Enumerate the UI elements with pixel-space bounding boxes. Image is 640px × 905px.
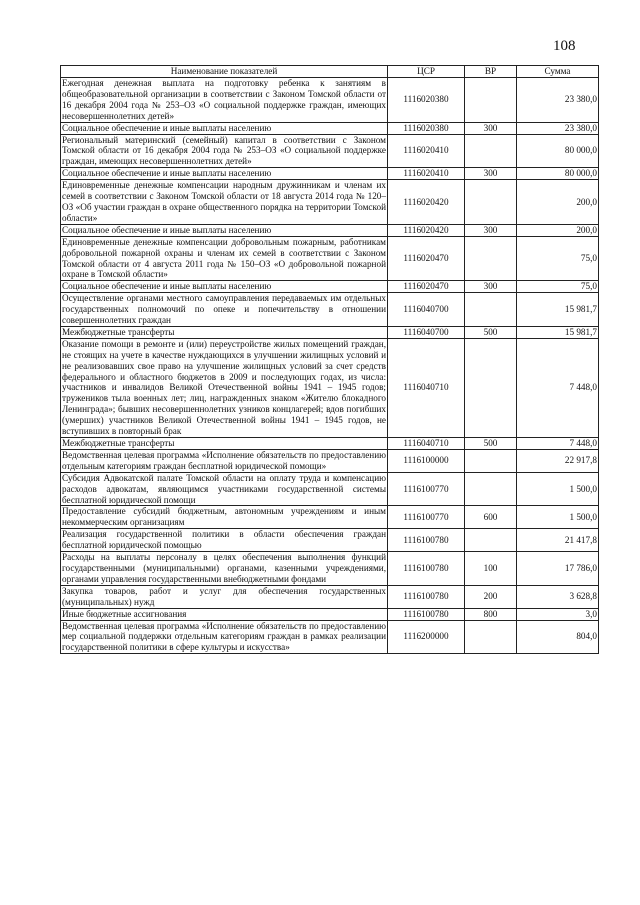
row-name: Ведомственная целевая программа «Исполнение обязательств по предоставлению отдельным категориям граждан бесплатной юридической помощи» [62, 449, 386, 471]
row-name: Региональный материнский (семейный) капитал в соответствии с Законом Томской области от 16 декабря 2004 года № 253–ОЗ «О социальной поддержке граждан, имеющих несовершеннолетних детей» [62, 134, 386, 167]
table-row [61, 122, 599, 134]
row-name: Ведомственная целевая программа «Исполнение обязательств по предоставлению мер социальной поддержки отдельным категориям граждан в рамках реализации государственной политики в сфере культуры и искусства» [62, 620, 386, 653]
row-vr [465, 78, 517, 123]
row-csr: 1116020420 [388, 224, 465, 236]
row-name: Реализация государственной политики в области обеспечения граждан бесплатной юридической помощью [62, 529, 386, 551]
row-vr [465, 338, 517, 437]
budget-table [60, 65, 599, 654]
row-sum: 15 981,7 [517, 293, 599, 327]
row-name: Социальное обеспечение и иные выплаты населению [61, 224, 388, 236]
row-csr: 1116020380 [388, 78, 465, 123]
row-name: Закупка товаров, работ и услуг для обеспечения государственных (муниципальных) нужд [62, 585, 386, 607]
row-vr [465, 472, 517, 506]
row-name: Осуществление органами местного самоуправления передаваемых им отдельных государственных полномочий по опеке и попечительству в отношении совершеннолетних граждан [62, 293, 386, 326]
table-row [61, 472, 599, 506]
row-name: Социальное обеспечение и иные выплаты населению [61, 122, 388, 134]
row-sum: 22 917,8 [517, 449, 599, 472]
row-sum: 80 000,0 [517, 134, 599, 168]
row-vr: 200 [465, 585, 517, 608]
table-row [61, 608, 599, 620]
row-sum: 200,0 [517, 180, 599, 225]
table-row [61, 224, 599, 236]
row-name: Социальное обеспечение и иные выплаты населению [61, 168, 388, 180]
row-csr: 1116020420 [388, 180, 465, 225]
row-vr: 300 [465, 168, 517, 180]
row-csr: 1116020470 [388, 236, 465, 281]
row-name: Социальное обеспечение и иные выплаты населению [61, 281, 388, 293]
row-name: Иные бюджетные ассигнования [61, 608, 388, 620]
header-sum: Сумма [517, 66, 599, 78]
row-sum: 3,0 [517, 608, 599, 620]
row-csr: 1116020410 [388, 134, 465, 168]
row-csr: 1116040700 [388, 326, 465, 338]
table-header-row [61, 66, 599, 78]
row-vr [465, 236, 517, 281]
row-vr [465, 449, 517, 472]
row-sum: 7 448,0 [517, 438, 599, 450]
table-row [61, 449, 599, 472]
row-vr [465, 134, 517, 168]
table-row [61, 506, 599, 529]
row-csr: 1116020380 [388, 122, 465, 134]
row-vr: 500 [465, 326, 517, 338]
table-row [61, 620, 599, 654]
table-row [61, 180, 599, 225]
row-sum: 75,0 [517, 236, 599, 281]
row-csr: 1116100000 [388, 449, 465, 472]
row-vr [465, 293, 517, 327]
row-csr: 1116100780 [388, 585, 465, 608]
row-csr: 1116100770 [388, 472, 465, 506]
table-row [61, 293, 599, 327]
row-csr: 1116040710 [388, 338, 465, 437]
table-row [61, 134, 599, 168]
row-name: Предоставление субсидий бюджетным, автономным учреждениям и иным некоммерческим организациям [62, 506, 386, 528]
row-vr [465, 529, 517, 552]
table-row [61, 552, 599, 586]
row-vr: 600 [465, 506, 517, 529]
page-number: 108 [553, 38, 576, 54]
header-vr: ВР [465, 66, 517, 78]
row-csr: 1116100780 [388, 552, 465, 586]
row-vr: 300 [465, 281, 517, 293]
table-row [61, 338, 599, 437]
table-row [61, 281, 599, 293]
row-sum: 1 500,0 [517, 472, 599, 506]
row-name: Единовременные денежные компенсации народным дружинникам и членам их семей в соответствии с Законом Томской области от 18 августа 2014 года № 120–ОЗ «Об участии граждан в охране общественного порядка на территории Томской области» [62, 180, 386, 223]
table-row [61, 326, 599, 338]
row-name: Оказание помощи в ремонте и (или) переустройстве жилых помещений граждан, не стоящих на учете в качестве нуждающихся в улучшении жилищных условий и не реализовавших свое право на улучшение жилищных условий за счет средств федерального и областного бюджетов в 2009 и последующих годах, из числа: участников и инвалидов Великой Отечественной войны 1941 – 1945 годов; тружеников тыла военных лет; лиц, награжденных знаком «Жителю блокадного Ленинграда»; бывших несовершеннолетних узников концлагерей; вдов погибших (умерших) участников Великой Отечественной войны 1941 – 1945 годов, не вступивших в повторный брак [62, 338, 386, 437]
row-sum: 75,0 [517, 281, 599, 293]
row-csr: 1116040700 [388, 293, 465, 327]
row-vr: 100 [465, 552, 517, 586]
row-csr: 1116020470 [388, 281, 465, 293]
row-vr [465, 180, 517, 225]
row-sum: 23 380,0 [517, 78, 599, 123]
row-name: Субсидия Адвокатской палате Томской области на оплату труда и компенсацию расходов адвокатам, являющимся участниками государственной системы бесплатной юридической помощи [62, 472, 386, 505]
row-sum: 1 500,0 [517, 506, 599, 529]
row-csr: 1116040710 [388, 438, 465, 450]
row-vr: 800 [465, 608, 517, 620]
row-csr: 1116100780 [388, 608, 465, 620]
row-vr: 500 [465, 438, 517, 450]
row-sum: 23 380,0 [517, 122, 599, 134]
table-row [61, 168, 599, 180]
table-row [61, 78, 599, 123]
table-row [61, 236, 599, 281]
row-csr: 1116100770 [388, 506, 465, 529]
row-csr: 1116020410 [388, 168, 465, 180]
row-csr: 1116200000 [388, 620, 465, 654]
row-name: Ежегодная денежная выплата на подготовку ребенка к занятиям в общеобразовательной организации в соответствии с Законом Томской области от 16 декабря 2004 года № 253–ОЗ «О социальной поддержке граждан, имеющих несовершеннолетних детей» [62, 78, 386, 121]
header-csr: ЦСР [388, 66, 465, 78]
row-name: Единовременные денежные компенсации добровольным пожарным, работникам добровольной пожарной охраны и членам их семей в соответствии с Законом Томской области от 4 августа 2011 года № 150–ОЗ «О добровольной пожарной охране в Томской области» [62, 236, 386, 280]
row-sum: 200,0 [517, 224, 599, 236]
table-row [61, 585, 599, 608]
row-sum: 80 000,0 [517, 168, 599, 180]
row-sum: 21 417,8 [517, 529, 599, 552]
row-sum: 804,0 [517, 620, 599, 654]
row-csr: 1116100780 [388, 529, 465, 552]
row-name: Межбюджетные трансферты [61, 326, 388, 338]
row-sum: 15 981,7 [517, 326, 599, 338]
row-vr: 300 [465, 122, 517, 134]
row-vr [465, 620, 517, 654]
row-sum: 3 628,8 [517, 585, 599, 608]
row-vr: 300 [465, 224, 517, 236]
row-name: Межбюджетные трансферты [61, 438, 388, 450]
header-name: Наименование показателей [61, 66, 388, 78]
table-row [61, 438, 599, 450]
row-name: Расходы на выплаты персоналу в целях обеспечения выполнения функций государственными (муниципальными) органами, казенными учреждениями, органами управления государственными внебюджетными фондами [62, 552, 386, 584]
row-sum: 17 786,0 [517, 552, 599, 586]
row-sum: 7 448,0 [517, 338, 599, 437]
table-row [61, 529, 599, 552]
